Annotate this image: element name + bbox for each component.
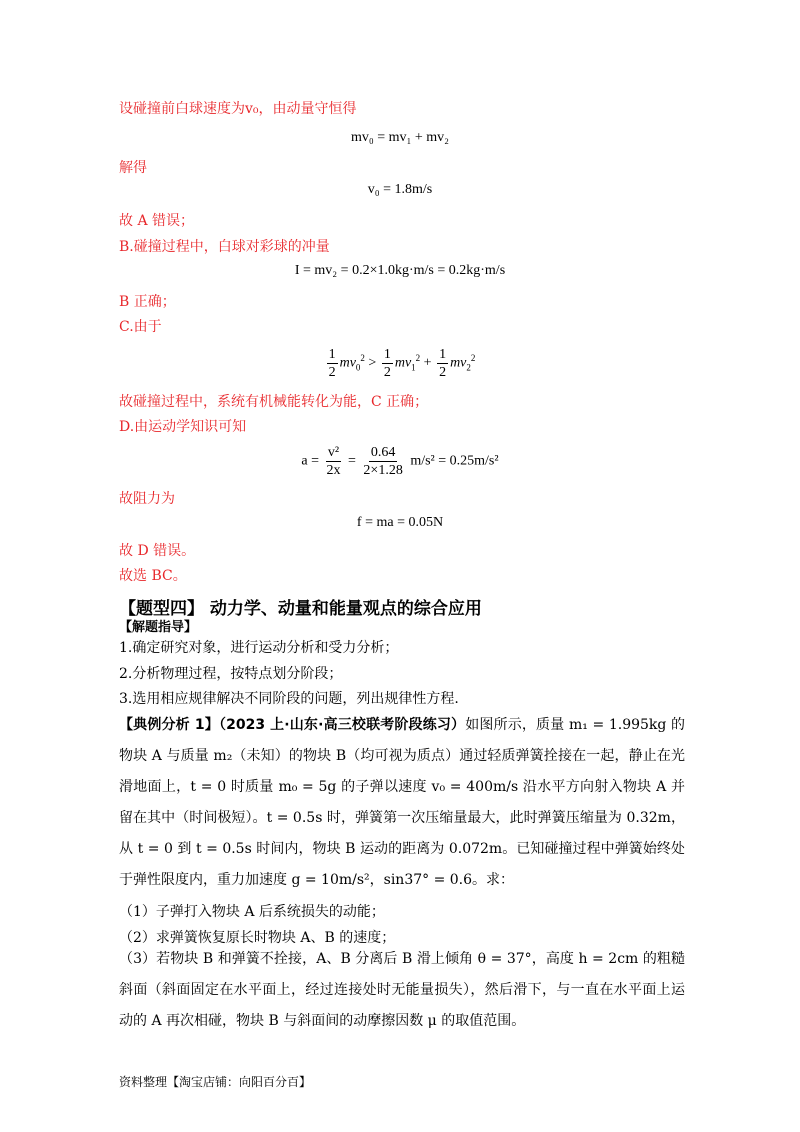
example-label: 【典例分析 1】（2023 上·山东·高三校联考阶段练习） [119, 717, 466, 733]
equation-friction: f = ma = 0.05N [356, 515, 444, 530]
equation-impulse: I = mv₂ = 0.2×1.0kg·m/s = 0.2kg·m/s [294, 263, 506, 278]
guide-item: 2.分析物理过程，按特点划分阶段； [119, 666, 343, 682]
eq-right: m/s² = 0.25m/s² [410, 453, 499, 469]
solution-line: 故 A 错误； [119, 213, 195, 229]
example-problem [119, 710, 685, 896]
solution-line: B 正确； [119, 294, 176, 310]
eq-den: 2×1.28 [363, 463, 403, 478]
section-subtitle: 【解题指导】 [119, 620, 198, 635]
equation-energy: $\frac{1}{2}$ $mv_0^2$ > $\frac{1}{2}$ $mv_1^2$ + $\frac{1}{2}$ $mv_2^2$ [328, 347, 476, 380]
equation-v0: v₀ = 1.8m/s [367, 182, 433, 197]
solution-line: 故 D 错误。 [119, 543, 196, 559]
solution-line: C.由于 [119, 319, 162, 335]
solution-line: 设碰撞前白球速度为v₀，由动量守恒得 [119, 101, 357, 117]
guide-item: 3.选用相应规律解决不同阶段的问题，列出规律性方程. [119, 691, 459, 707]
solution-line: D.由运动学知识可知 [119, 419, 247, 435]
solution-line: 解得 [119, 160, 147, 176]
solution-line: 故碰撞过程中，系统有机械能转化为能，C 正确； [119, 394, 429, 410]
question-1: （1）子弹打入物块 A 后系统损失的动能； [119, 904, 385, 920]
question-3: （3）若物块 B 和弹簧不拴接，A、B 分离后 B 滑上倾角 θ = 37°，高度 h = 2cm 的粗糙斜面（斜面固定在水平面上，经过连接处时无能量损失），然后滑下，与一直在水平面上运动的 A 再次相碰，物块 B 与斜面间的动摩擦因数 μ 的取值范围。 [119, 951, 685, 1029]
equation-momentum: mv₀ = mv₁ + mv₂ [350, 130, 450, 145]
eq-num: v² [327, 445, 340, 460]
eq-num: 0.64 [370, 445, 396, 460]
equation-acceleration: a = $\frac{\text{v²}}{2x}$ = $\frac{0.64}{2\times 1.28}$ m/s² = 0.25m/s² [301, 445, 499, 478]
question-2: （2）求弹簧恢复原长时物块 A、B 的速度； [119, 930, 396, 946]
section-title: 【题型四】 动力学、动量和能量观点的综合应用 [119, 599, 482, 619]
solution-line: 故选 BC。 [119, 568, 187, 584]
eq-den: 2x [326, 463, 341, 478]
solution-line: 故阻力为 [119, 491, 175, 507]
guide-item: 1.确定研究对象，进行运动分析和受力分析； [119, 640, 399, 656]
example-body: 如图所示，质量 m₁ = 1.995kg 的物块 A 与质量 m₂（未知）的物块 B（均可视为质点）通过轻质弹簧拴接在一起，静止在光滑地面上，t = 0 时质量 m₀ = 5g 的子弹以速度 v₀ = 400m/s 沿水平方向射入物块 A 并留在其中（时间极短）。t = 0.5s 时，弹簧第一次压缩量最大，此时弹簧压缩量为 0.32m，从 t = 0 到 t = 0.5s 时间内，物块 B 运动的距离为 0.072m。已知碰撞过程中弹簧始终处于弹性限度内，重力加速度 g = 10m/s²，sin37° = 0.6。求： [119, 717, 685, 888]
eq-left: a = [301, 453, 320, 469]
page-footer: 资料整理【淘宝店铺：向阳百分百】 [119, 1075, 312, 1089]
solution-line: B.碰撞过程中，白球对彩球的冲量 [119, 239, 330, 255]
